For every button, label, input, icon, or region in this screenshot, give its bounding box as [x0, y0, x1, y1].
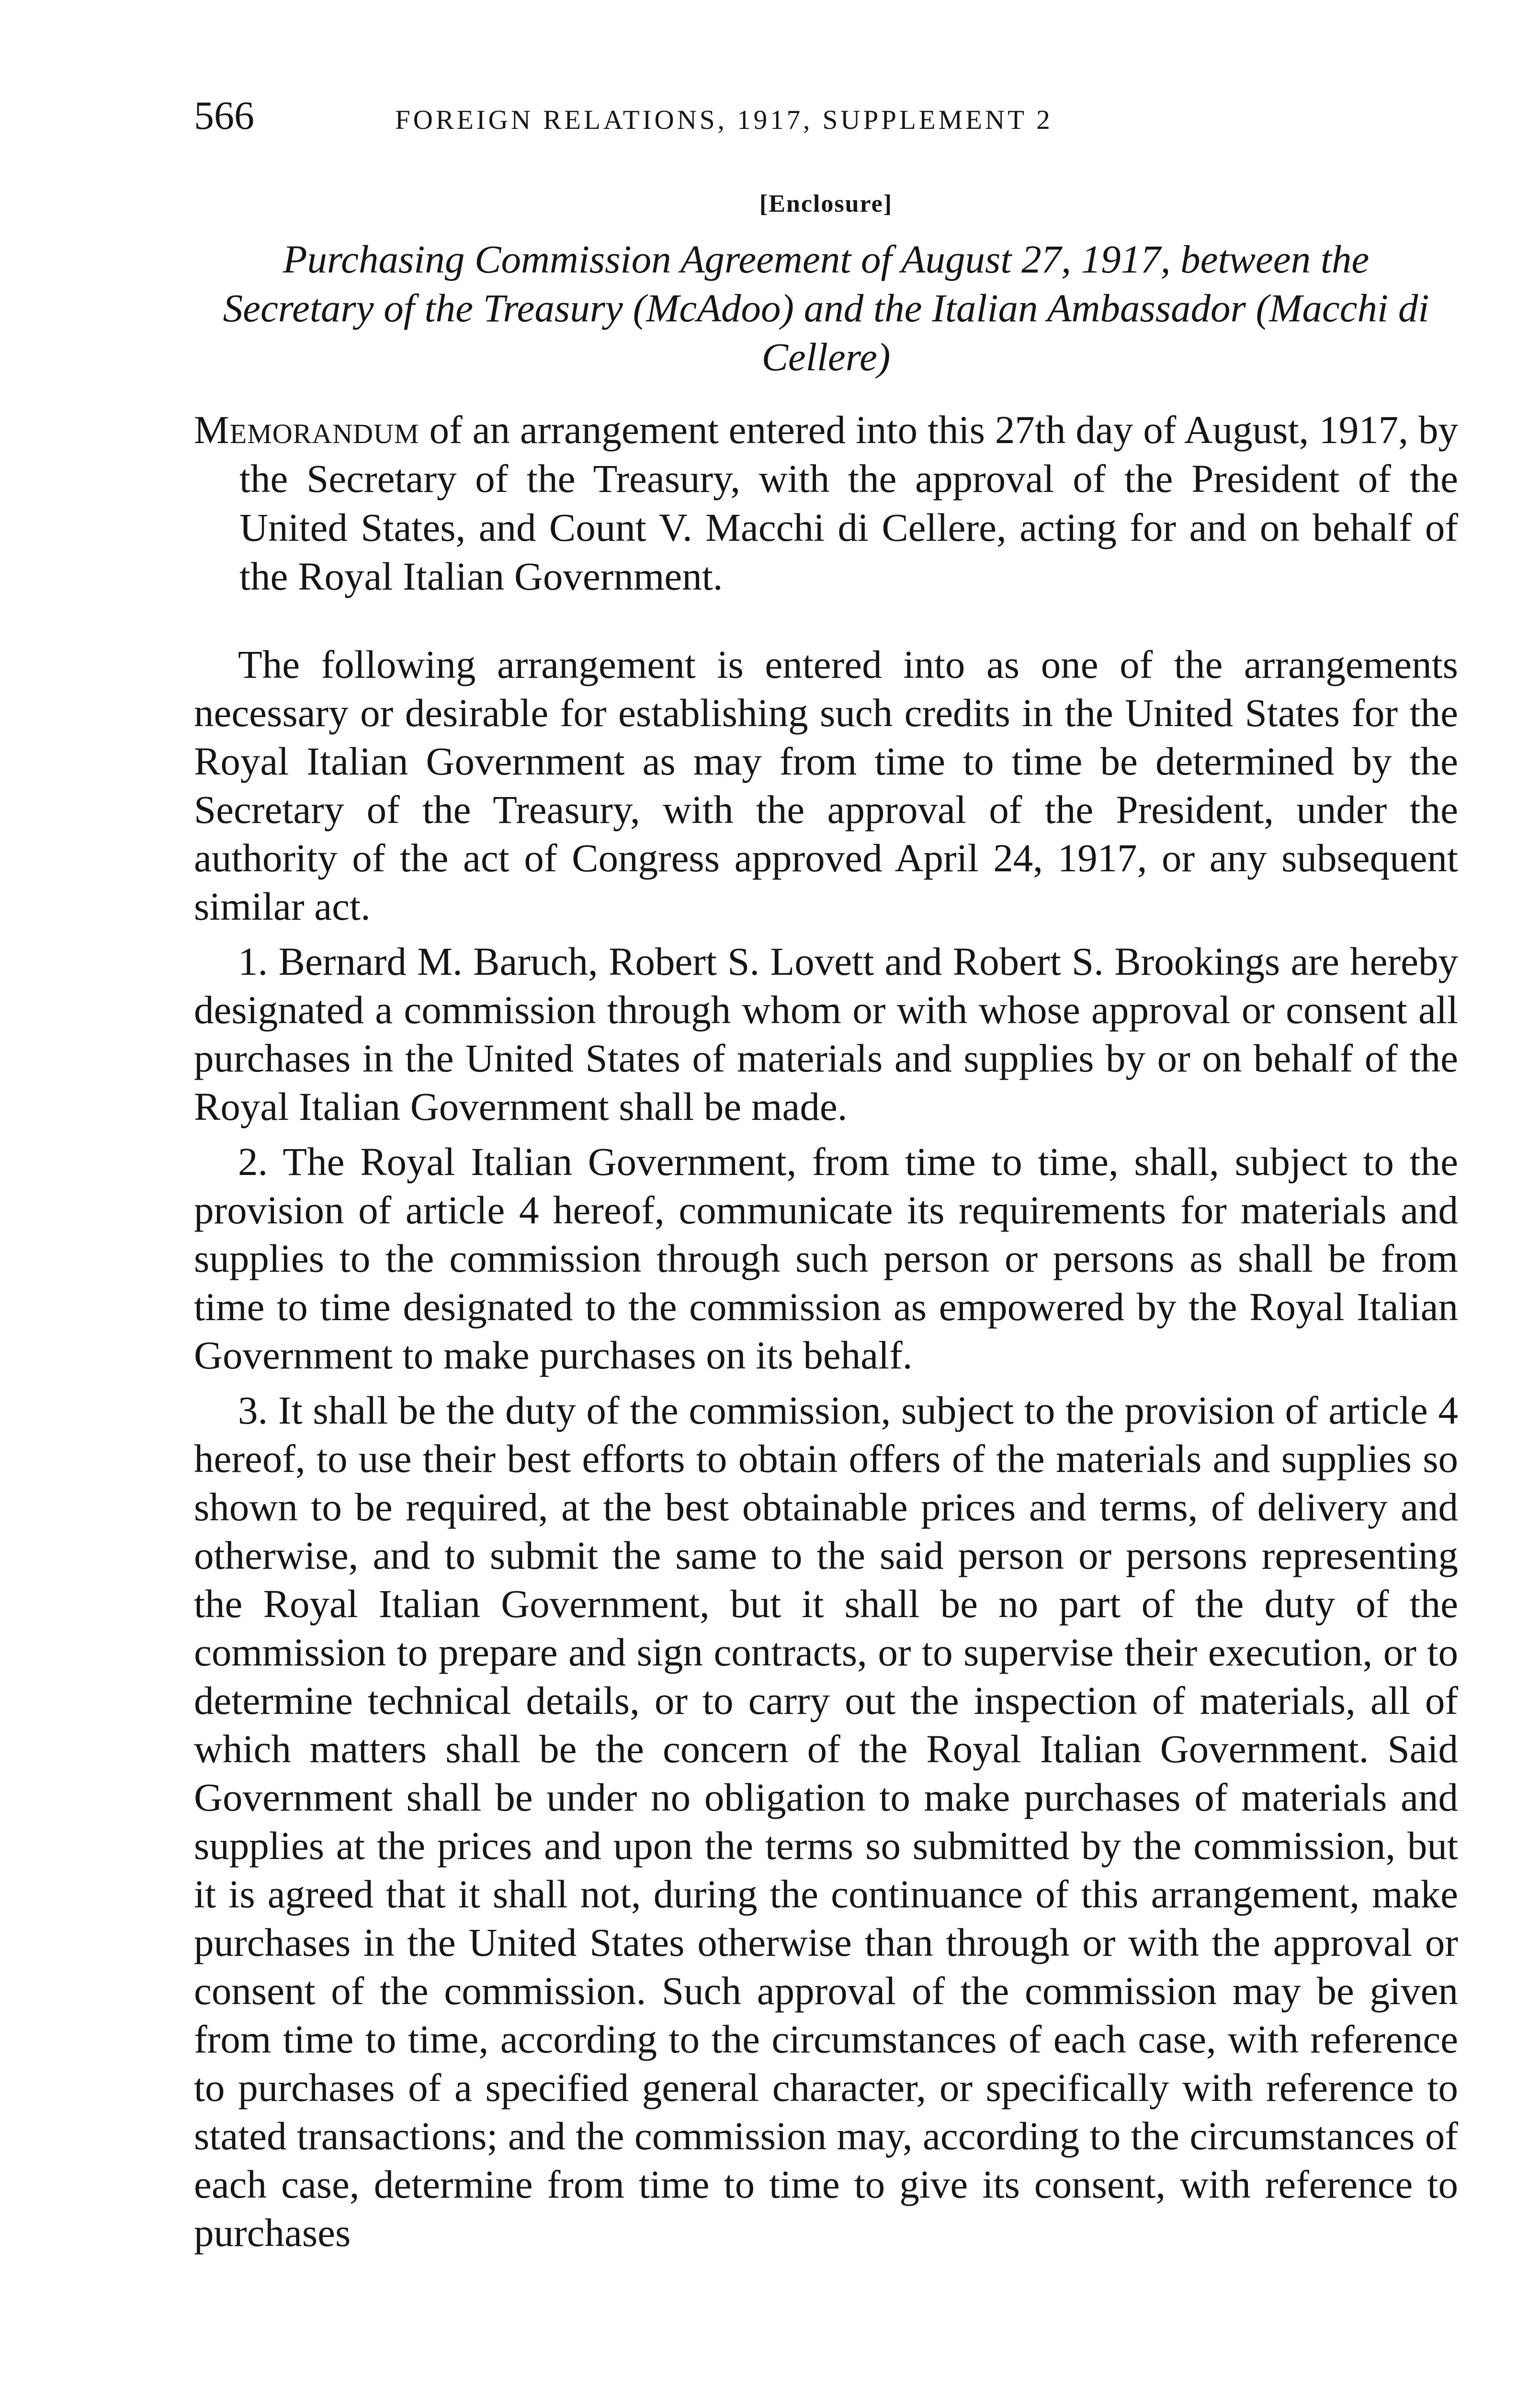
running-title: FOREIGN RELATIONS, 1917, SUPPLEMENT 2 — [395, 105, 1053, 135]
paragraph-article-3: 3. It shall be the duty of the commission, subject to the provision of article 4 hereof, to use their best efforts to obtain offers of the materials and supplies so shown to be required, at the best obtainable prices and terms, of delivery and otherwise, and to submit the same to the said person or persons representing the Royal Italian Government, but it shall be no part of the duty of the commission to prepare and sign contracts, or to supervise their execution, or to determine technical details, or to carry out the inspection of materials, all of which matters shall be the concern of the Royal Italian Government. Said Government shall be under no obligation to make purchases of materials and supplies at the prices and upon the terms so submitted by the commission, but it is agreed that it shall not, during the continuance of this arrangement, make purchases in the United States otherwise than through or with the approval or consent of the commission. Such approval of the commission may be given from time to time, according to the circumstances of each case, with reference to purchases of a specified general character, or specifically with reference to stated transactions; and the commission may, according to the circumstances of each case, determine from time to time to give its consent, with reference to purchases — [194, 1388, 1458, 2255]
paragraph-article-1: 1. Bernard M. Baruch, Robert S. Lovett and Robert S. Brookings are hereby designated a commission through whom or with whose approval or consent all purchases in the United States of materials and supplies by or on behalf of the Royal Italian Government shall be made. — [194, 939, 1458, 1129]
document-title: Purchasing Commission Agreement of August 27, 1917, between the Secretary of the Treasury (McAdoo) and the Italian Ambassador (Macchi di Cellere) — [223, 237, 1429, 379]
memorandum-paragraph — [194, 405, 1458, 601]
memorandum-lead-word: Memorandum — [194, 408, 419, 452]
page-number: 566 — [194, 93, 254, 138]
memorandum-text: of an arrangement entered into this 27th day of August, 1917, by the Secretary of the Treasury, with the approval of the President of the United States, and Count V. Macchi di Cellere, acting for and on behalf of the Royal Italian Government. — [239, 408, 1458, 598]
paragraph-preamble: The following arrangement is entered into as one of the arrangements necessary or desirable for establishing such credits in the United States for the Royal Italian Government as may from time to time be determined by the Secretary of the Treasury, with the approval of the President, under the authority of the act of Congress approved April 24, 1917, or any subsequent similar act. — [194, 642, 1458, 928]
document-page — [194, 93, 1458, 2257]
running-head — [194, 93, 1458, 158]
enclosure-label: [Enclosure] — [759, 190, 893, 217]
paragraph-article-2: 2. The Royal Italian Government, from time to time, shall, subject to the provision of article 4 hereof, communicate its requirements for materials and supplies to the commission through such person or persons as shall be from time to time designated to the commission as empowered by the Royal Italian Government to make purchases on its behalf. — [194, 1140, 1458, 1377]
